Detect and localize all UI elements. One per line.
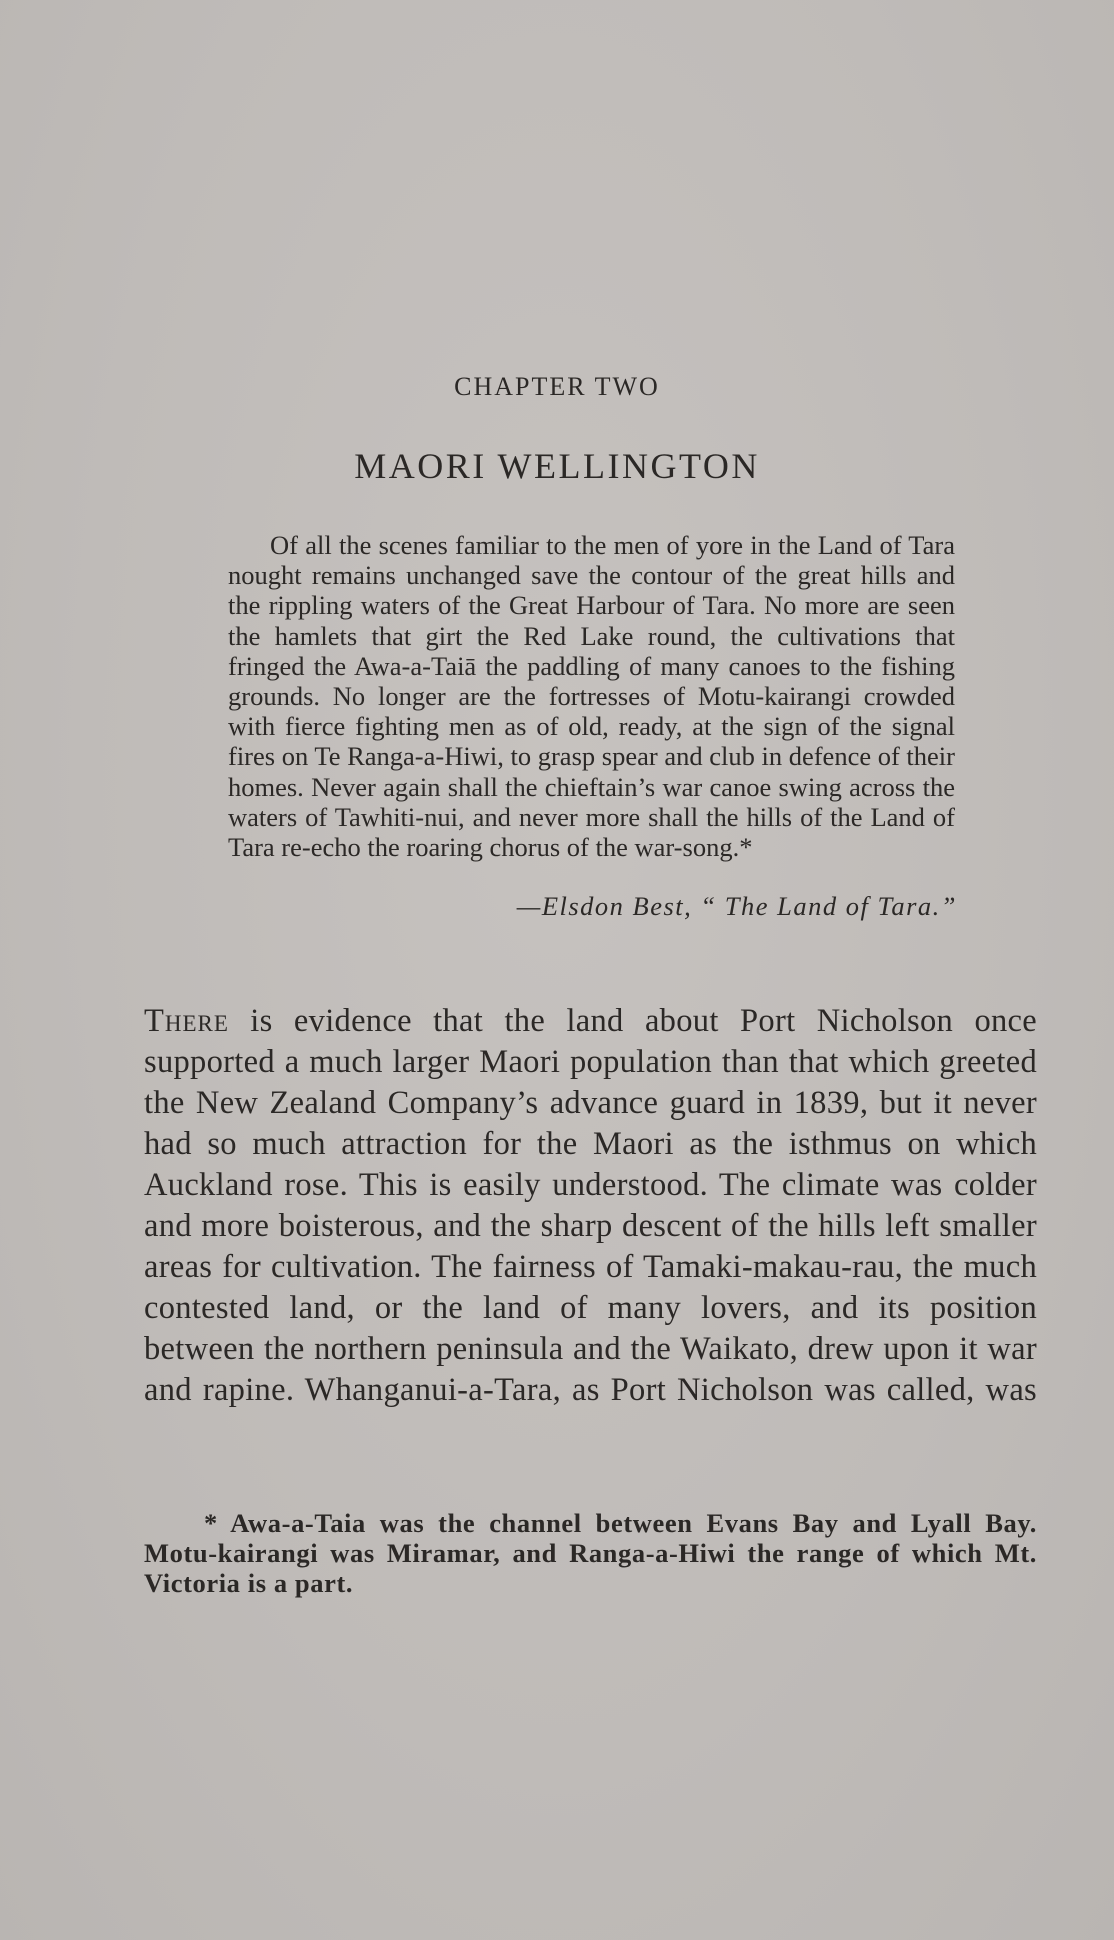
chapter-label: CHAPTER TWO <box>454 372 660 401</box>
footnote <box>144 1508 1037 1598</box>
epigraph-attribution: —Elsdon Best, “ The Land of Tara.” <box>516 891 957 921</box>
epigraph-text: Of all the scenes familiar to the men of yore in the Land of Tara nought remains unchanged save the contour of the great hills and the rippling waters of the Great Harbour of Tara. No more are seen the hamlets that girt the Red Lake round, the cultivations that fringed the Awa-a-Taiā the paddling of many canoes to the fishing grounds. No longer are the fortresses of Motu-kairangi crowded with fierce fighting men as of old, ready, at the sign of the signal fires on Te Ranga-a-Hiwi, to grasp spear and club in defence of their homes. Never again shall the chieftain’s war canoe swing across the waters of Tawhiti-nui, and never more shall the hills of the Land of Tara re-echo the roaring chorus of the war-song.* <box>228 530 955 863</box>
drop-word: There <box>144 1003 229 1039</box>
paragraph-text <box>144 1001 1037 1411</box>
paragraph-body: is evidence that the land about Port Nicholson once supported a much larger Maori population than that which greeted the New Zealand Company’s advance guard in 1839, but it never had so much attraction for the Maori as the isthmus on which Auckland rose. This is easily understood. The climate was colder and more boisterous, and the sharp descent of the hills left smaller areas for cultivation. The fairness of Tamaki-makau-rau, the much contested land, or the land of many lovers, and its position between the northern peninsula and the Waikato, drew upon it war and rapine. Whanganui-a-Tara, as Port Nicholson was called, was <box>144 1003 1037 1408</box>
epigraph <box>228 530 955 862</box>
body-paragraph <box>144 1001 1037 1411</box>
chapter-title: MAORI WELLINGTON <box>354 446 760 486</box>
footnote-text: * Awa-a-Taia was the channel between Evans Bay and Lyall Bay. Motu-kairangi was Miramar, and Ranga-a-Hiwi the range of which Mt. Victoria is a part. <box>144 1508 1037 1598</box>
